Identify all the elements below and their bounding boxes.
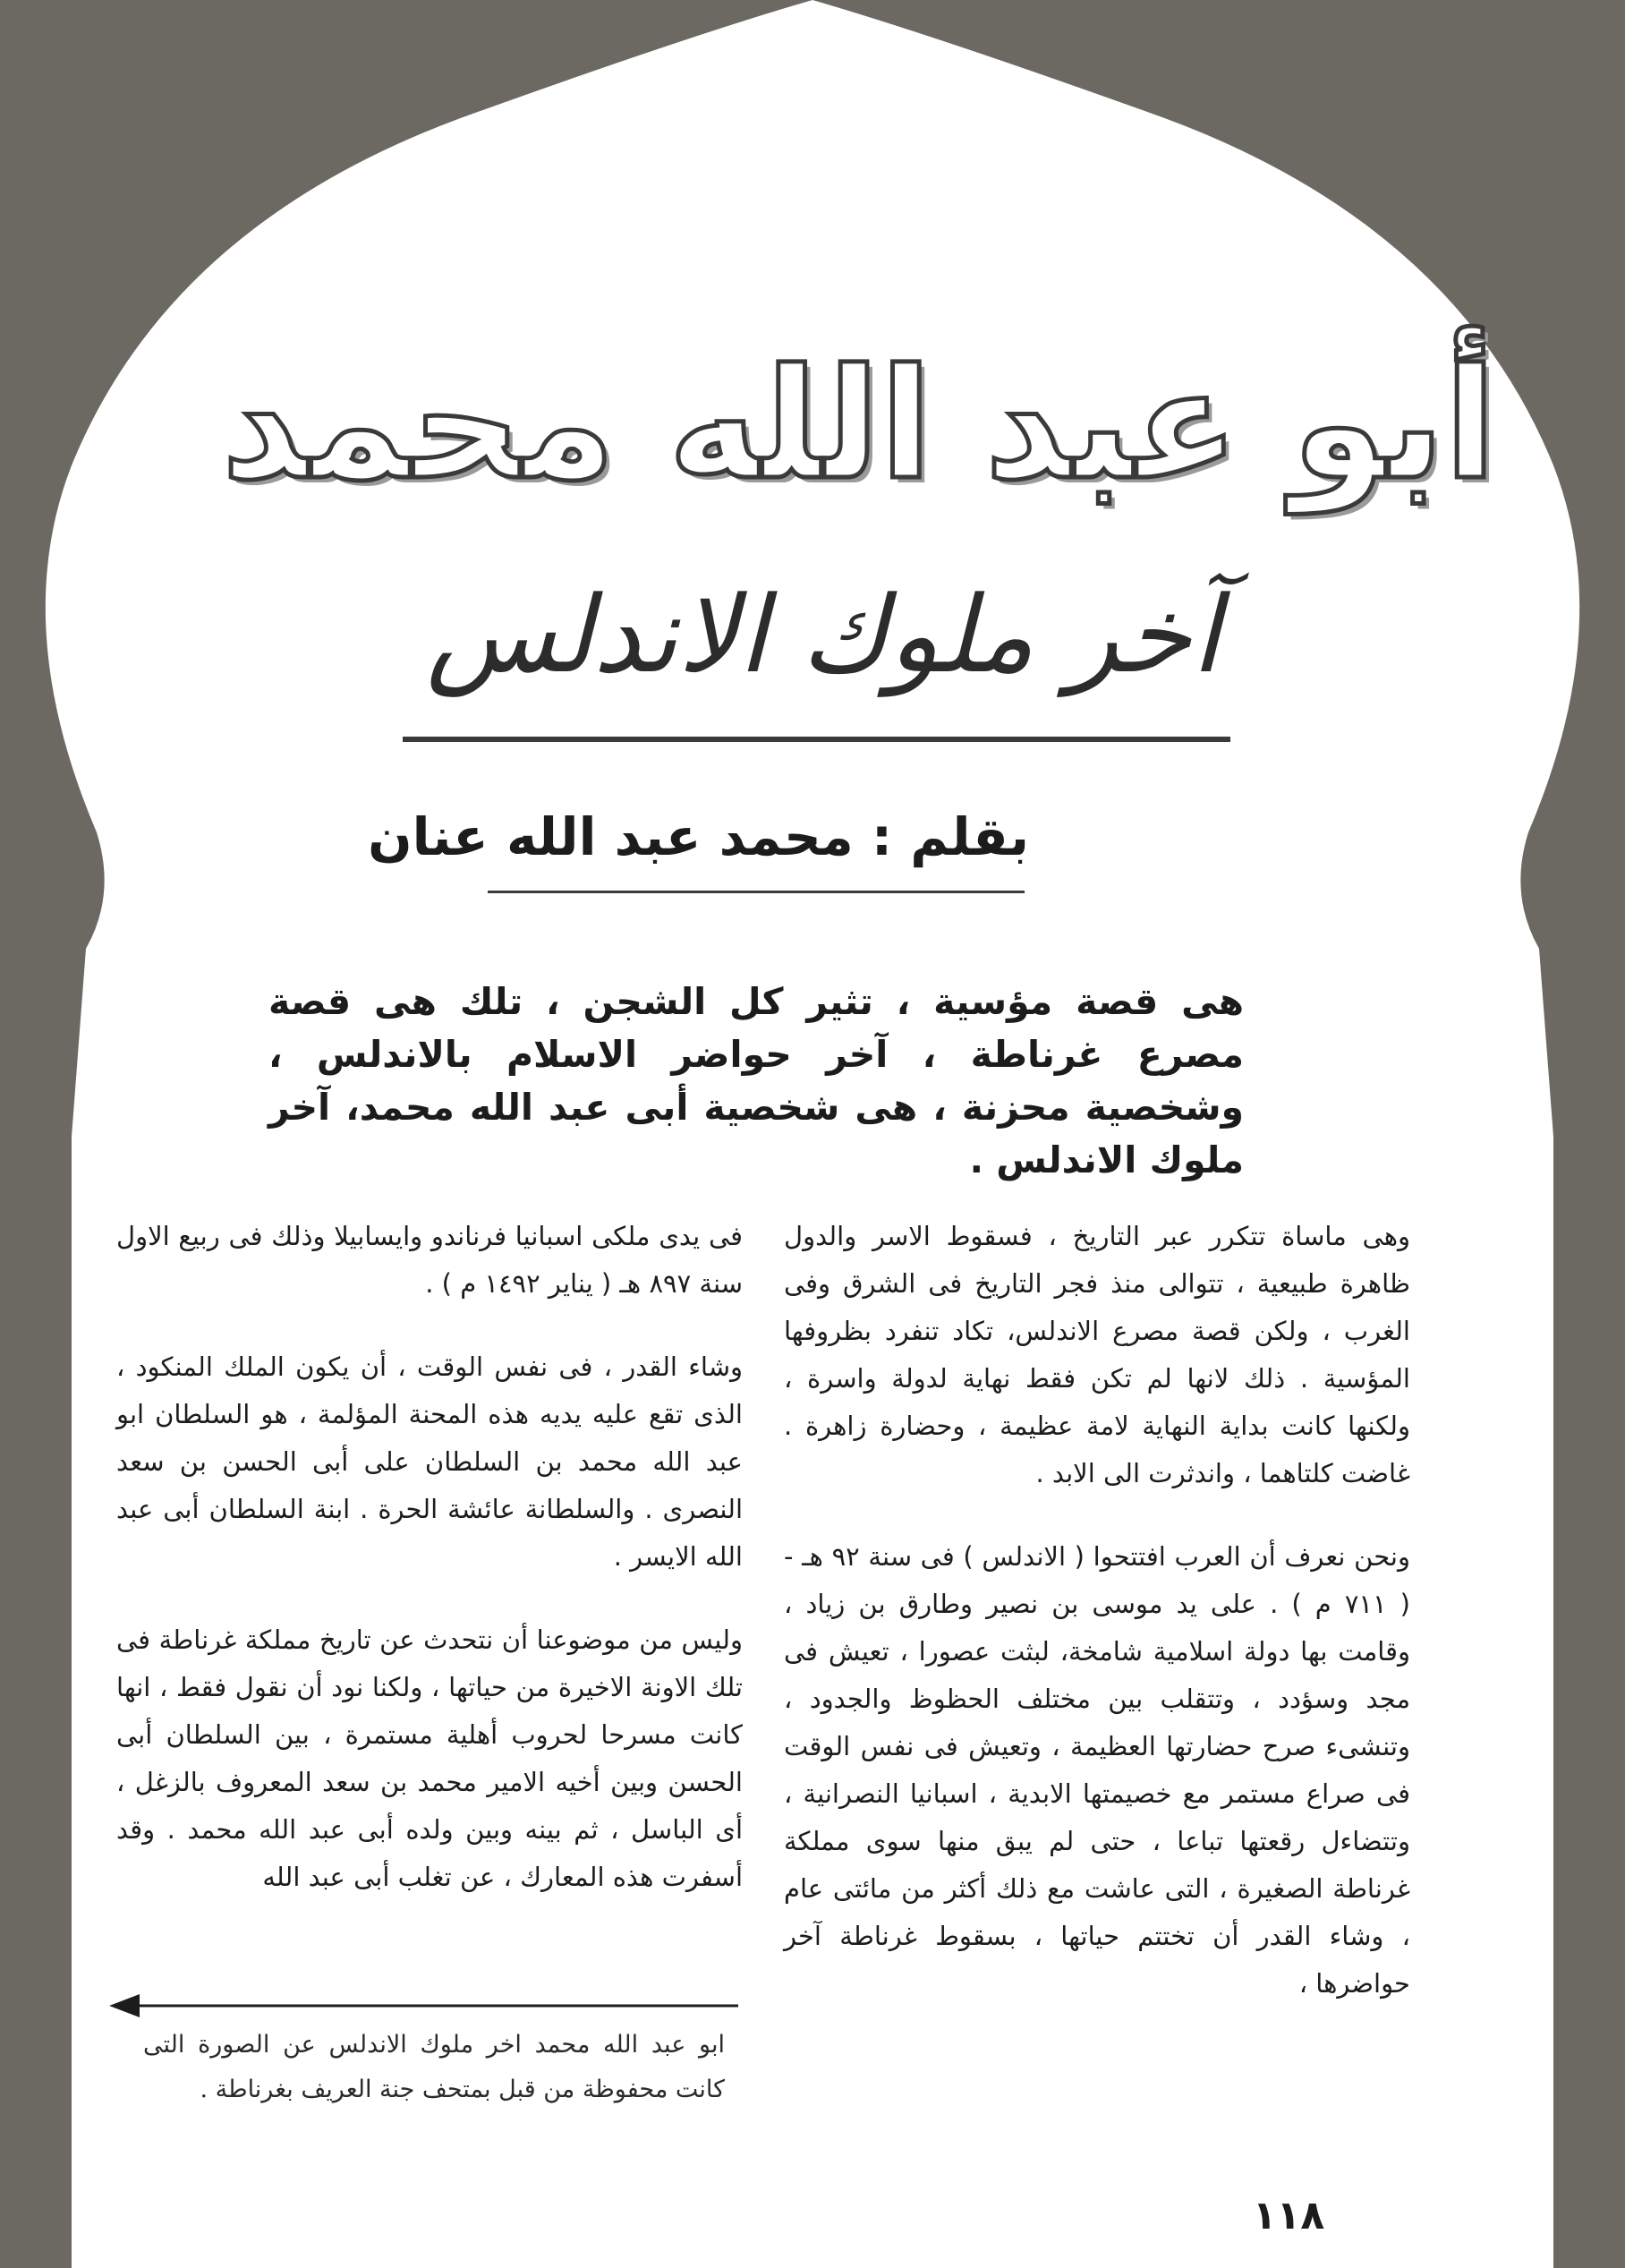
body-paragraph: ونحن نعرف أن العرب افتتحوا ( الاندلس ) فى سنة ٩٢ هـ - ( ٧١١ م ) . على يد موسى بن نصير وطارق بن زياد ، وقامت بها دولة اسلامية شامخة، لبثت عصورا ، تعيش فى مجد وسؤدد ، وتتقلب بين مختلف الحظوظ والجدود ، وتنشىء صرح حضارتها العظيمة ، وتعيش فى نفس الوقت فى صراع مستمر مع خصيمتها الابدية ، اسبانيا النصرانية ، وتتضاءل رقعتها تباعا ، حتى لم يبق منها سوى مملكة غرناطة الصغيرة ، التى عاشت مع ذلك أكثر من مائتى عام ، وشاء القدر أن تختتم حياتها ، بسقوط غرناطة آخر حواضرها ، [784, 1541, 1410, 1999]
column-right [784, 1213, 1410, 2008]
article-subtitle: آخر ملوك الاندلس [426, 573, 1221, 696]
body-paragraph: وليس من موضوعنا أن نتحدث عن تاريخ مملكة غرناطة فى تلك الاونة الاخيرة من حياتها ، ولكنا نود أن نقول فقط ، انها كانت مسرحا لحروب أهلية مستمرة ، بين السلطان أبى الحسن وبين أخيه الامير محمد بن سعد المعروف بالزغل ، أى الباسل ، ثم بينه وبين ولده أبى عبد الله محمد . وقد أسفرت هذه المعارك ، عن تغلب أبى عبد الله [116, 1624, 743, 1892]
article-title: أبو عبد الله محمد [221, 337, 1497, 514]
caption-arrow-icon [107, 1992, 743, 2019]
body-paragraph: وشاء القدر ، فى نفس الوقت ، أن يكون الملك المنكود ، الذى تقع عليه يديه هذه المحنة المؤلمة ، هو السلطان ابو عبد الله محمد بن السلطان على أبى الحسن بن سعد النصرى . والسلطانة عائشة الحرة . ابنة السلطان أبى عبد الله الايسر . [116, 1351, 743, 1572]
intro-paragraph: هى قصة مؤسية ، تثير كل الشجن ، تلك هى قصة مصرع غرناطة ، آخر حواضر الاسلام بالاندلس ، وشخصية محزنة ، هى شخصية أبى عبد الله محمد، آخر ملوك الاندلس . [268, 980, 1244, 1181]
byline-divider [488, 891, 1025, 893]
body-paragraph: فى يدى ملكى اسبانيا فرناندو وايسابيلا وذلك فى ربيع الاول سنة ٨٩٧ هـ ( يناير ١٤٩٢ م ) . [116, 1221, 743, 1299]
image-caption: ابو عبد الله محمد اخر ملوك الاندلس عن الصورة التى كانت محفوظة من قبل بمتحف جنة العريف بغرناطة . [143, 2031, 725, 2103]
page-number: ١١٨ [1252, 2193, 1325, 2238]
title-divider [403, 737, 1230, 742]
column-left [116, 1213, 743, 1901]
body-paragraph: وهى ماساة تتكرر عبر التاريخ ، فسقوط الاسر والدول ظاهرة طبيعية ، تتوالى منذ فجر التاريخ فى الشرق وفى الغرب ، ولكن قصة مصرع الاندلس، تكاد تنفرد بظروفها المؤسية . ذلك لانها لم تكن فقط نهاية لدولة واسرة ، ولكنها كانت بداية النهاية لامة عظيمة ، وحضارة زاهرة . غاضت كلتاهما ، واندثرت الى الابد . [784, 1221, 1410, 1488]
author-byline: بقلم : محمد عبد الله عنان [368, 806, 1029, 867]
